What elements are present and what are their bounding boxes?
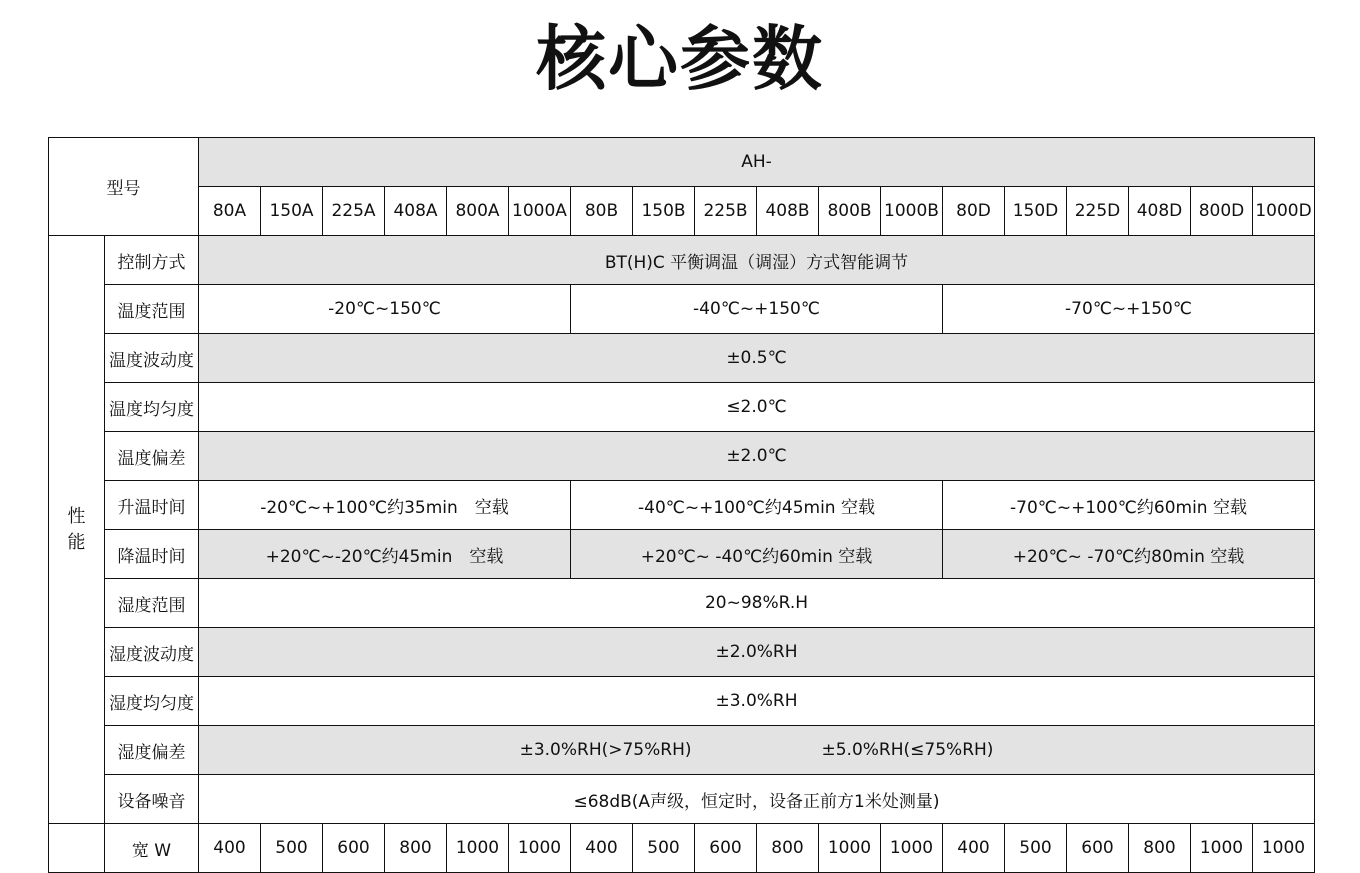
model-cell: 408D (1129, 187, 1191, 236)
value-d-series: -70℃~+100℃约60min 空载 (943, 481, 1315, 530)
width-cell: 500 (633, 824, 695, 873)
row-humidity-range (49, 579, 1315, 628)
row-control-mode (49, 236, 1315, 285)
row-cooling-time (49, 530, 1315, 579)
row-temp-deviation (49, 432, 1315, 481)
row-temp-fluctuation (49, 334, 1315, 383)
row-value: ±0.5℃ (199, 334, 1315, 383)
width-cell: 800 (757, 824, 819, 873)
model-cell: 80D (943, 187, 1005, 236)
humidity-deviation-low: ±5.0%RH(≤75%RH) (821, 740, 994, 760)
row-humidity-deviation (49, 726, 1315, 775)
category-line-2: 能 (67, 531, 86, 553)
model-cell: 225A (323, 187, 385, 236)
width-cell: 400 (199, 824, 261, 873)
width-cell: 1000 (819, 824, 881, 873)
row-width-partial (49, 824, 1315, 873)
width-cell: 1000 (1191, 824, 1253, 873)
row-label: 控制方式 (105, 236, 199, 285)
model-cell: 150D (1005, 187, 1067, 236)
value-d-series: +20℃~ -70℃约80min 空载 (943, 530, 1315, 579)
category-performance (49, 236, 105, 824)
row-humidity-fluctuation (49, 628, 1315, 677)
row-label: 升温时间 (105, 481, 199, 530)
model-cell: 150A (261, 187, 323, 236)
row-label: 湿度偏差 (105, 726, 199, 775)
category-cell-partial (49, 824, 105, 873)
width-cell: 800 (385, 824, 447, 873)
row-value: 20~98%R.H (199, 579, 1315, 628)
width-cell: 400 (571, 824, 633, 873)
width-cell: 500 (261, 824, 323, 873)
row-value: ±2.0℃ (199, 432, 1315, 481)
model-cell: 80B (571, 187, 633, 236)
value-a-series: +20℃~-20℃约45min 空载 (199, 530, 571, 579)
value-a-series: -20℃~150℃ (199, 285, 571, 334)
model-cell: 800B (819, 187, 881, 236)
width-cell: 600 (1067, 824, 1129, 873)
model-cell: 150B (633, 187, 695, 236)
width-cell: 600 (323, 824, 385, 873)
page-title: 核心参数 (536, 18, 824, 100)
row-label: 温度偏差 (105, 432, 199, 481)
row-temp-range (49, 285, 1315, 334)
row-value: ≤2.0℃ (199, 383, 1315, 432)
core-params-table (48, 137, 1315, 873)
row-noise (49, 775, 1315, 824)
header-row-series (49, 138, 1315, 187)
row-value: ≤68dB(A声级，恒定时，设备正前方1米处测量) (199, 775, 1315, 824)
width-cell: 500 (1005, 824, 1067, 873)
width-cell: 800 (1129, 824, 1191, 873)
value-b-series: -40℃~+100℃约45min 空载 (571, 481, 943, 530)
row-label: 温度均匀度 (105, 383, 199, 432)
model-label: 型号 (49, 138, 199, 236)
row-label: 宽 W (105, 824, 199, 873)
row-value (199, 726, 1315, 775)
width-cell: 600 (695, 824, 757, 873)
value-b-series: +20℃~ -40℃约60min 空载 (571, 530, 943, 579)
value-d-series: -70℃~+150℃ (943, 285, 1315, 334)
row-label: 温度范围 (105, 285, 199, 334)
model-cell: 1000A (509, 187, 571, 236)
row-label: 降温时间 (105, 530, 199, 579)
category-line-1: 性 (67, 505, 86, 527)
width-cell: 1000 (881, 824, 943, 873)
row-value: ±3.0%RH (199, 677, 1315, 726)
series-prefix: AH- (199, 138, 1315, 187)
width-cell: 1000 (1253, 824, 1315, 873)
model-cell: 225D (1067, 187, 1129, 236)
row-humidity-uniformity (49, 677, 1315, 726)
model-cell: 1000B (881, 187, 943, 236)
row-label: 温度波动度 (105, 334, 199, 383)
row-temp-uniformity (49, 383, 1315, 432)
width-cell: 1000 (447, 824, 509, 873)
model-cell: 800D (1191, 187, 1253, 236)
row-value: BT(H)C 平衡调温（调湿）方式智能调节 (199, 236, 1315, 285)
row-label: 湿度均匀度 (105, 677, 199, 726)
value-b-series: -40℃~+150℃ (571, 285, 943, 334)
model-cell: 408B (757, 187, 819, 236)
model-cell: 225B (695, 187, 757, 236)
model-cell: 408A (385, 187, 447, 236)
header-row-models (49, 187, 1315, 236)
model-cell: 800A (447, 187, 509, 236)
model-cell: 80A (199, 187, 261, 236)
row-label: 湿度波动度 (105, 628, 199, 677)
row-heating-time (49, 481, 1315, 530)
row-label: 设备噪音 (105, 775, 199, 824)
value-a-series: -20℃~+100℃约35min 空载 (199, 481, 571, 530)
width-cell: 400 (943, 824, 1005, 873)
row-label: 湿度范围 (105, 579, 199, 628)
humidity-deviation-high: ±3.0%RH(>75%RH) (519, 740, 692, 760)
model-cell: 1000D (1253, 187, 1315, 236)
width-cell: 1000 (509, 824, 571, 873)
row-value: ±2.0%RH (199, 628, 1315, 677)
